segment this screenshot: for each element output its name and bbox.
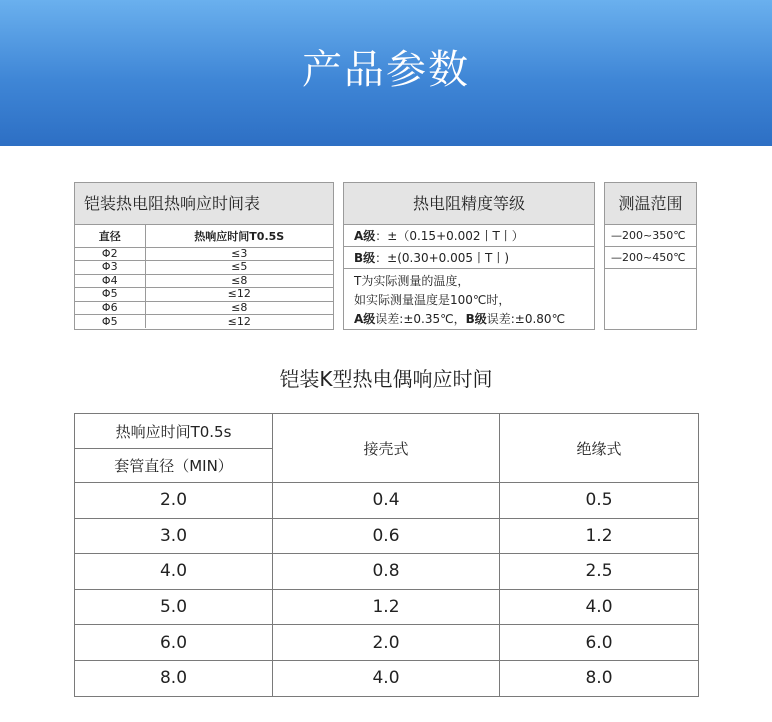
class-b-row (344, 247, 594, 269)
grounded-cell: 0.8 (273, 554, 500, 590)
note-a-label: A级 (354, 312, 376, 326)
response-time-table (75, 225, 333, 328)
time-cell: ≤3 (145, 247, 333, 261)
grounded-cell: 1.2 (273, 589, 500, 625)
header-sheath-diameter: 套管直径（MIN） (75, 449, 273, 483)
class-a-label: A级 (354, 229, 376, 243)
grounded-cell: 2.0 (273, 625, 500, 661)
insulated-cell: 1.2 (500, 518, 699, 554)
range-row: —200~450℃ (605, 247, 696, 269)
table-row (75, 261, 333, 275)
table-row (75, 625, 699, 661)
section-title: 铠装K型热电偶响应时间 (279, 367, 493, 391)
range-row: —200~350℃ (605, 225, 696, 247)
insulated-cell: 4.0 (500, 589, 699, 625)
diameter-cell: 2.0 (75, 483, 273, 519)
table-row (75, 589, 699, 625)
table-row (75, 554, 699, 590)
note-b-label: B级 (465, 312, 487, 326)
time-cell: ≤8 (145, 274, 333, 288)
header-grounded: 接壳式 (273, 414, 500, 483)
response-time-header: 热响应时间T0.5S (145, 225, 333, 247)
diameter-header: 直径 (75, 225, 145, 247)
insulated-cell: 0.5 (500, 483, 699, 519)
time-cell: ≤12 (145, 288, 333, 302)
note-b-value: 误差:±0.80℃ (486, 312, 566, 326)
table-row (75, 288, 333, 302)
table-row (75, 315, 333, 329)
grounded-cell: 0.4 (273, 483, 500, 519)
page-title: 产品参数 (302, 47, 470, 93)
diameter-cell: 8.0 (75, 660, 273, 696)
diameter-cell: 4.0 (75, 554, 273, 590)
diameter-cell: Φ4 (75, 274, 145, 288)
class-a-value: ：±（0.15+0.002丨T丨） (375, 229, 524, 243)
insulated-cell: 8.0 (500, 660, 699, 696)
class-a-row (344, 225, 594, 247)
note-line-2: 如实际测量温度是100℃时， (354, 293, 511, 307)
insulated-cell: 6.0 (500, 625, 699, 661)
accuracy-note (344, 269, 594, 332)
diameter-cell: Φ5 (75, 288, 145, 302)
diameter-cell: 3.0 (75, 518, 273, 554)
table-row (75, 518, 699, 554)
range-panel-title: 测温范围 (605, 183, 696, 225)
class-b-label: B级 (354, 251, 376, 265)
note-a-value: 误差:±0.35℃， (375, 312, 466, 326)
response-time-panel (74, 182, 334, 330)
insulated-cell: 2.5 (500, 554, 699, 590)
table-row (75, 483, 699, 519)
diameter-cell: Φ3 (75, 261, 145, 275)
diameter-cell: Φ6 (75, 301, 145, 315)
k-type-response-table (74, 413, 699, 697)
time-cell: ≤5 (145, 261, 333, 275)
accuracy-panel (343, 182, 595, 330)
accuracy-panel-title: 热电阻精度等级 (344, 183, 594, 225)
note-line-3 (354, 310, 584, 329)
class-b-value: ：±(0.30+0.005丨T丨) (375, 251, 510, 265)
diameter-cell: Φ5 (75, 315, 145, 329)
note-line-1: T为实际测量的温度， (354, 274, 470, 288)
table-row (75, 660, 699, 696)
table-row (75, 301, 333, 315)
grounded-cell: 4.0 (273, 660, 500, 696)
grounded-cell: 0.6 (273, 518, 500, 554)
diameter-cell: 5.0 (75, 589, 273, 625)
response-time-panel-title: 铠装热电阻热响应时间表 (75, 183, 333, 225)
header-insulated: 绝缘式 (500, 414, 699, 483)
table-row (75, 247, 333, 261)
time-cell: ≤8 (145, 301, 333, 315)
table-row (75, 274, 333, 288)
diameter-cell: 6.0 (75, 625, 273, 661)
time-cell: ≤12 (227, 314, 251, 328)
header-response-time: 热响应时间T0.5s (75, 414, 273, 449)
diameter-cell: Φ2 (75, 247, 145, 261)
header-banner (0, 0, 772, 146)
range-panel (604, 182, 697, 330)
